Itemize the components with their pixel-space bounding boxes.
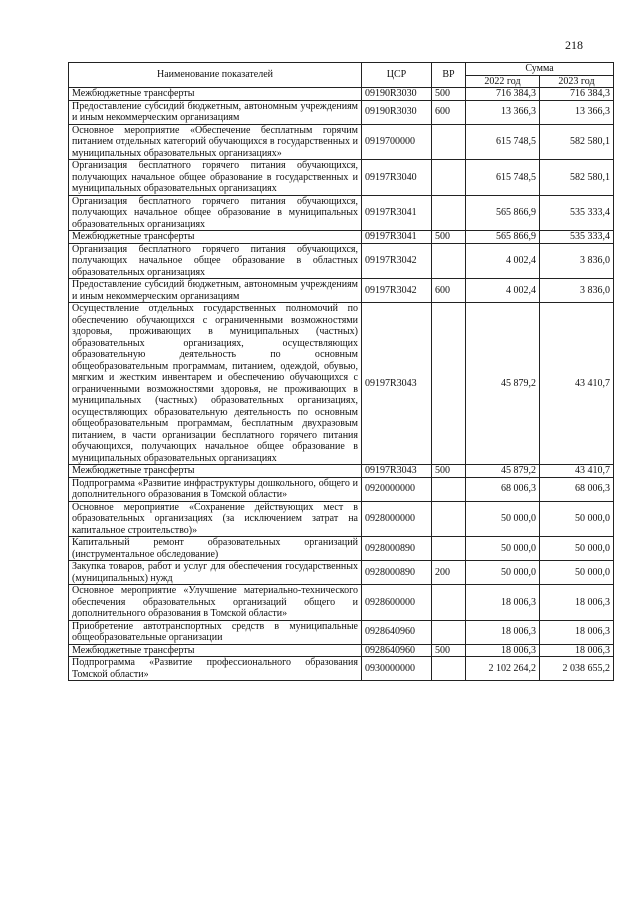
table-row — [69, 620, 614, 644]
row-vr — [432, 160, 466, 196]
row-2022: 4 002,4 — [466, 243, 540, 279]
row-vr — [432, 477, 466, 501]
row-name: Основное мероприятие «Сохранение действующих мест в образовательных организациях (за исключением затрат на капитальное строительство)» — [69, 501, 362, 537]
row-name: Капитальный ремонт образовательных организаций (инструментальное обследование) — [69, 537, 362, 561]
row-name: Основное мероприятие «Обеспечение бесплатным горячим питанием отдельных категорий обучающихся в государственных и муниципальных образовательных организациях» — [69, 124, 362, 160]
row-2023: 582 580,1 — [540, 160, 614, 196]
row-2022: 68 006,3 — [466, 477, 540, 501]
row-vr — [432, 620, 466, 644]
row-csr: 09190R3030 — [362, 100, 432, 124]
row-2022: 50 000,0 — [466, 537, 540, 561]
row-csr: 0928640960 — [362, 644, 432, 657]
row-csr: 09197R3042 — [362, 279, 432, 303]
table-row — [69, 537, 614, 561]
table-row — [69, 501, 614, 537]
row-vr — [432, 585, 466, 621]
table-row — [69, 231, 614, 244]
row-csr: 09197R3043 — [362, 465, 432, 478]
row-2023: 43 410,7 — [540, 303, 614, 465]
row-name: Подпрограмма «Развитие инфраструктуры дошкольного, общего и дополнительного образования в Томской области» — [69, 477, 362, 501]
row-2022: 565 866,9 — [466, 195, 540, 231]
row-name: Основное мероприятие «Улучшение материально-технического обеспечения образовательных организаций общего и дополнительного образования в Томской области» — [69, 585, 362, 621]
header-csr: ЦСР — [362, 63, 432, 88]
row-name: Межбюджетные трансферты — [69, 88, 362, 101]
row-2023: 582 580,1 — [540, 124, 614, 160]
row-name: Межбюджетные трансферты — [69, 231, 362, 244]
row-vr: 600 — [432, 279, 466, 303]
row-2023: 18 006,3 — [540, 620, 614, 644]
row-csr: 0928600000 — [362, 585, 432, 621]
row-vr: 500 — [432, 88, 466, 101]
row-2022: 565 866,9 — [466, 231, 540, 244]
table-row — [69, 160, 614, 196]
row-2022: 45 879,2 — [466, 303, 540, 465]
row-vr — [432, 243, 466, 279]
row-2023: 716 384,3 — [540, 88, 614, 101]
table-row — [69, 561, 614, 585]
row-csr: 0920000000 — [362, 477, 432, 501]
row-csr: 0928000890 — [362, 561, 432, 585]
row-csr: 0928640960 — [362, 620, 432, 644]
table-row — [69, 465, 614, 478]
row-csr: 09197R3040 — [362, 160, 432, 196]
row-csr: 09197R3042 — [362, 243, 432, 279]
row-csr: 09190R3030 — [362, 88, 432, 101]
row-name: Предоставление субсидий бюджетным, автономным учреждениям и иным некоммерческим организациям — [69, 100, 362, 124]
row-name: Подпрограмма «Развитие профессионального образования Томской области» — [69, 657, 362, 681]
row-vr: 200 — [432, 561, 466, 585]
row-csr: 09197R3041 — [362, 195, 432, 231]
row-2022: 4 002,4 — [466, 279, 540, 303]
row-name: Предоставление субсидий бюджетным, автономным учреждениям и иным некоммерческим организациям — [69, 279, 362, 303]
header-sum: Сумма — [466, 63, 614, 76]
table-row — [69, 644, 614, 657]
row-name: Межбюджетные трансферты — [69, 465, 362, 478]
row-name: Организация бесплатного горячего питания обучающихся, получающих начальное общее образование в государственных и муниципальных образовательных организациях — [69, 160, 362, 196]
header-vr: ВР — [432, 63, 466, 88]
table-row — [69, 477, 614, 501]
header-name: Наименование показателей — [69, 63, 362, 88]
table-row — [69, 303, 614, 465]
table-row — [69, 243, 614, 279]
row-vr: 600 — [432, 100, 466, 124]
table-row — [69, 657, 614, 681]
budget-table — [68, 62, 614, 681]
row-2023: 3 836,0 — [540, 279, 614, 303]
row-csr: 0928000890 — [362, 537, 432, 561]
row-2023: 2 038 655,2 — [540, 657, 614, 681]
row-csr: 0919700000 — [362, 124, 432, 160]
row-csr: 0930000000 — [362, 657, 432, 681]
row-vr — [432, 303, 466, 465]
row-vr — [432, 195, 466, 231]
row-2022: 50 000,0 — [466, 501, 540, 537]
header-year-2023: 2023 год — [540, 75, 614, 88]
row-2022: 50 000,0 — [466, 561, 540, 585]
row-name: Организация бесплатного горячего питания обучающихся, получающих начальное общее образование в муниципальных образовательных организациях — [69, 195, 362, 231]
table-row — [69, 195, 614, 231]
row-name: Осуществление отдельных государственных полномочий по обеспечению обучающихся с ограниченными возможностями здоровья, проживающих в муниципальных (частных) образовательных организациях, осуществляющих образовательную деятельность по основным общеобразовательным программам, питанием, одеждой, обувью, мягким и жестким инвентарем и обеспечению обучающихся с ограниченными возможностями здоровья, не проживающих в муниципальных (частных) образовательных организациях, осуществляющих образовательную деятельность по основным общеобразовательным программам, бесплатным двухразовым питанием, в части организации бесплатного горячего питания обучающихся, получающих начальное общее образование в муниципальных образовательных организациях — [69, 303, 362, 465]
row-vr: 500 — [432, 644, 466, 657]
row-name: Межбюджетные трансферты — [69, 644, 362, 657]
table-body — [69, 88, 614, 681]
row-vr — [432, 501, 466, 537]
row-2023: 18 006,3 — [540, 585, 614, 621]
row-2023: 68 006,3 — [540, 477, 614, 501]
row-vr — [432, 657, 466, 681]
row-csr: 09197R3043 — [362, 303, 432, 465]
page-number: 218 — [565, 38, 583, 52]
row-2023: 50 000,0 — [540, 537, 614, 561]
row-vr: 500 — [432, 231, 466, 244]
row-csr: 0928000000 — [362, 501, 432, 537]
row-2023: 18 006,3 — [540, 644, 614, 657]
table-row — [69, 124, 614, 160]
row-2023: 43 410,7 — [540, 465, 614, 478]
row-2022: 45 879,2 — [466, 465, 540, 478]
row-2023: 50 000,0 — [540, 561, 614, 585]
table-row — [69, 585, 614, 621]
row-name: Приобретение автотранспортных средств в муниципальные общеобразовательные организации — [69, 620, 362, 644]
row-2022: 18 006,3 — [466, 585, 540, 621]
row-2023: 535 333,4 — [540, 231, 614, 244]
row-csr: 09197R3041 — [362, 231, 432, 244]
table-row — [69, 100, 614, 124]
table-row — [69, 88, 614, 101]
row-2023: 50 000,0 — [540, 501, 614, 537]
row-vr — [432, 537, 466, 561]
row-2022: 2 102 264,2 — [466, 657, 540, 681]
row-2022: 13 366,3 — [466, 100, 540, 124]
row-vr: 500 — [432, 465, 466, 478]
header-year-2022: 2022 год — [466, 75, 540, 88]
table-row — [69, 279, 614, 303]
row-2023: 535 333,4 — [540, 195, 614, 231]
row-2022: 18 006,3 — [466, 620, 540, 644]
row-2022: 615 748,5 — [466, 160, 540, 196]
row-2022: 615 748,5 — [466, 124, 540, 160]
row-name: Закупка товаров, работ и услуг для обеспечения государственных (муниципальных) нужд — [69, 561, 362, 585]
row-vr — [432, 124, 466, 160]
row-2022: 716 384,3 — [466, 88, 540, 101]
row-2023: 3 836,0 — [540, 243, 614, 279]
row-name: Организация бесплатного горячего питания обучающихся, получающих начальное общее образование в областных образовательных организациях — [69, 243, 362, 279]
row-2023: 13 366,3 — [540, 100, 614, 124]
row-2022: 18 006,3 — [466, 644, 540, 657]
